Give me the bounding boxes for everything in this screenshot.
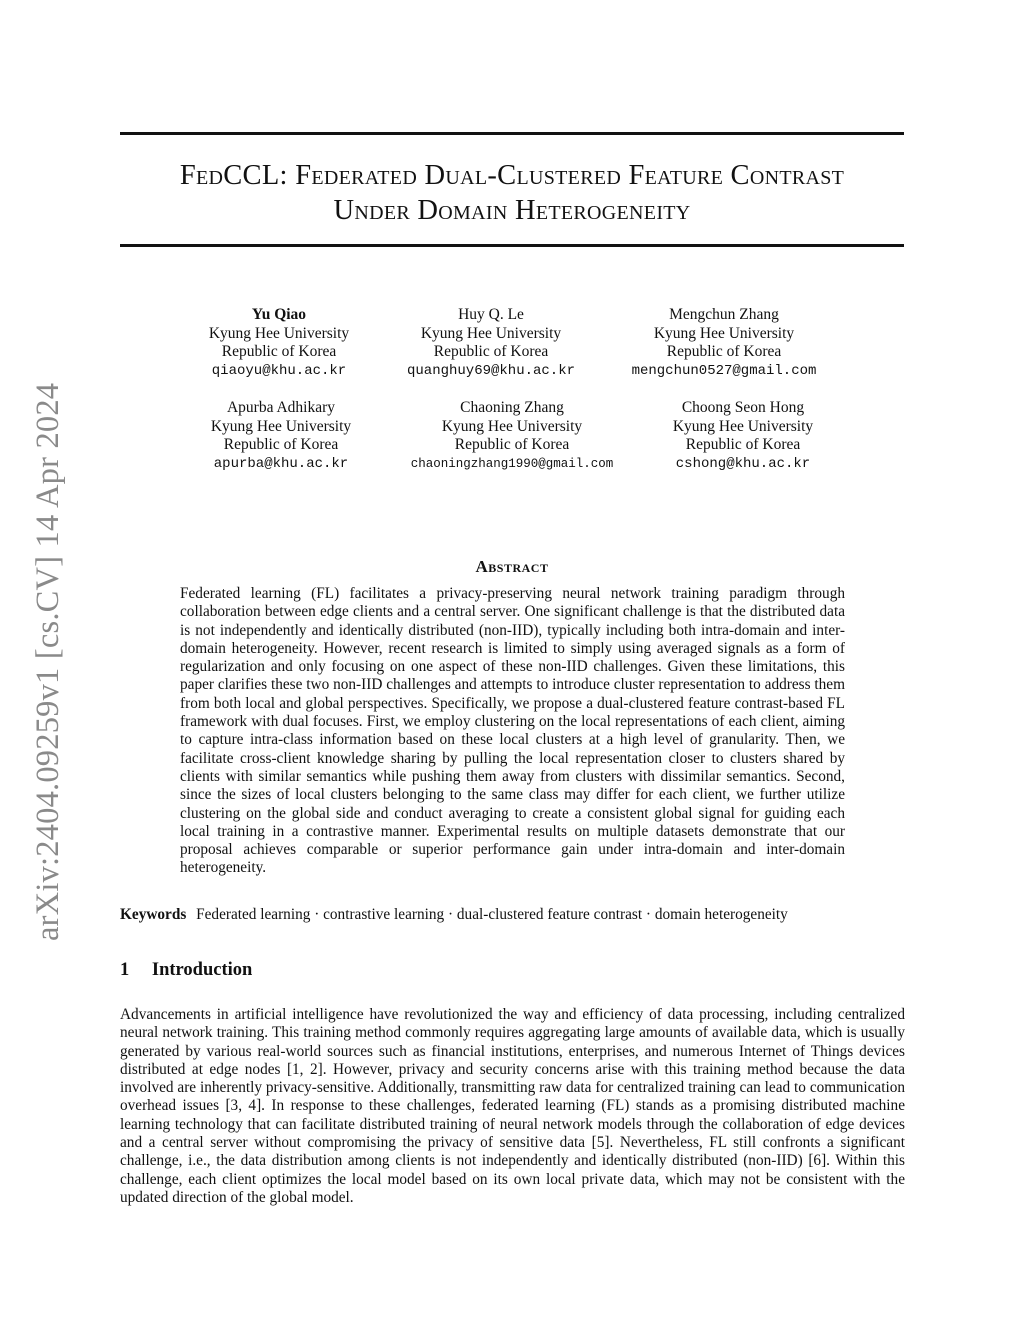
author-name: Chaoning Zhang (460, 399, 564, 416)
abstract-text: Federated learning (FL) facilitates a privacy-preserving neural network training paradigm through collaboration between edge clients and a central server. One significant challenge is that the distributed data is not independently and identically distributed (non-IID), typically including both intra-domain and inter-domain heterogeneity. However, recent research is limited to simply using averaged signals as a form of regularization and only focusing on one aspect of these non-IID challenges. Given these limitations, this paper clarifies these two non-IID challenges and attempts to introduce cluster representation to address them from both local and global perspectives. Specifically, we propose a dual-clustered feature contrast-based FL framework with dual focuses. First, we employ clustering on the local representations of each client, aiming to capture intra-class information based on these local clusters at a high level of granularity. Then, we facilitate cross-client knowledge sharing by pulling the local representation closer to clusters shared by clients with similar semantics while pushing them away from clusters with dissimilar semantics. Second, since the sizes of local clusters belonging to the same class may differ for each client, we further utilize clustering on the global side and conduct averaging to create a consistent global signal for guiding each local training in a contrastive manner. Experimental results on multiple datasets demonstrate that our proposal achieves comparable or superior performance gain under intra-domain and inter-domain heterogeneity. (180, 585, 845, 877)
author-affiliation: Kyung Hee University (672, 417, 814, 435)
author-country: Republic of Korea (454, 436, 570, 453)
author-block (392, 399, 632, 473)
author-name: Choong Seon Hong (681, 399, 805, 416)
author-block (604, 306, 844, 380)
title-line-2: Under Domain Heterogeneity (333, 195, 691, 226)
keywords-label: Keywords (120, 906, 187, 923)
title-top-rule (120, 132, 904, 135)
author-email: mengchun0527@gmail.com (631, 362, 817, 379)
author-block (371, 306, 611, 380)
author-name: Yu Qiao (251, 306, 307, 323)
author-name: Huy Q. Le (458, 306, 524, 323)
author-name: Mengchun Zhang (669, 306, 779, 323)
paper-title (120, 158, 904, 228)
author-affiliation: Kyung Hee University (208, 324, 350, 342)
author-country: Republic of Korea (685, 436, 801, 453)
author-affiliation: Kyung Hee University (210, 417, 352, 435)
introduction-paragraph: Advancements in artificial intelligence have revolutionized the way and efficiency of data processing, including centralized neural network training. This training method commonly requires aggregating large amounts of available data, which is usually generated by various real-world sources such as financial institutions, enterprises, and numerous Internet of Things devices distributed at edge nodes [1, 2]. However, privacy and security concerns arise with this training method because the data involved are inherently privacy-sensitive. Additionally, transmitting raw data for centralized training can lead to communication overhead issues [3, 4]. In response to these challenges, federated learning (FL) stands as a promising distributed machine learning technology that can facilitate distributed training of neural network models through the collaboration of edge devices and a central server without compromising the privacy of sensitive data [5]. Nevertheless, FL still confronts a significant challenge, i.e., the data distribution among clients is not independently and identically distributed (non-IID) [6]. Within this challenge, each client optimizes the local model based on its own local private data, which may not be consistent with the updated direction of the global model. (120, 1006, 905, 1206)
author-email: cshong@khu.ac.kr (675, 455, 811, 472)
author-email: quanghuy69@khu.ac.kr (406, 362, 576, 379)
author-block (161, 399, 401, 473)
author-country: Republic of Korea (223, 436, 339, 453)
author-affiliation: Kyung Hee University (420, 324, 562, 342)
author-email: apurba@khu.ac.kr (213, 455, 349, 472)
abstract-heading: Abstract (475, 557, 549, 576)
author-affiliation: Kyung Hee University (441, 417, 583, 435)
author-country: Republic of Korea (221, 343, 337, 360)
section-title: Introduction (151, 960, 253, 980)
keywords-line (120, 906, 904, 924)
author-name: Apurba Adhikary (226, 399, 336, 416)
author-block (623, 399, 863, 473)
author-email: qiaoyu@khu.ac.kr (211, 362, 347, 379)
author-email: chaoningzhang1990@gmail.com (410, 456, 614, 471)
keywords-text: Federated learning · contrastive learning · dual-clustered feature contrast · domain heterogeneity (196, 906, 788, 923)
title-line-1: FedCCL: Federated Dual-Clustered Feature Contrast (179, 160, 845, 191)
section-number: 1 (120, 960, 130, 980)
title-bottom-rule (120, 244, 904, 247)
author-country: Republic of Korea (666, 343, 782, 360)
author-country: Republic of Korea (433, 343, 549, 360)
author-affiliation: Kyung Hee University (653, 324, 795, 342)
section-heading-introduction (120, 960, 252, 981)
author-block (159, 306, 399, 380)
arxiv-identifier: arXiv:2404.09259v1 [cs.CV] 14 Apr 2024 (30, 382, 66, 941)
